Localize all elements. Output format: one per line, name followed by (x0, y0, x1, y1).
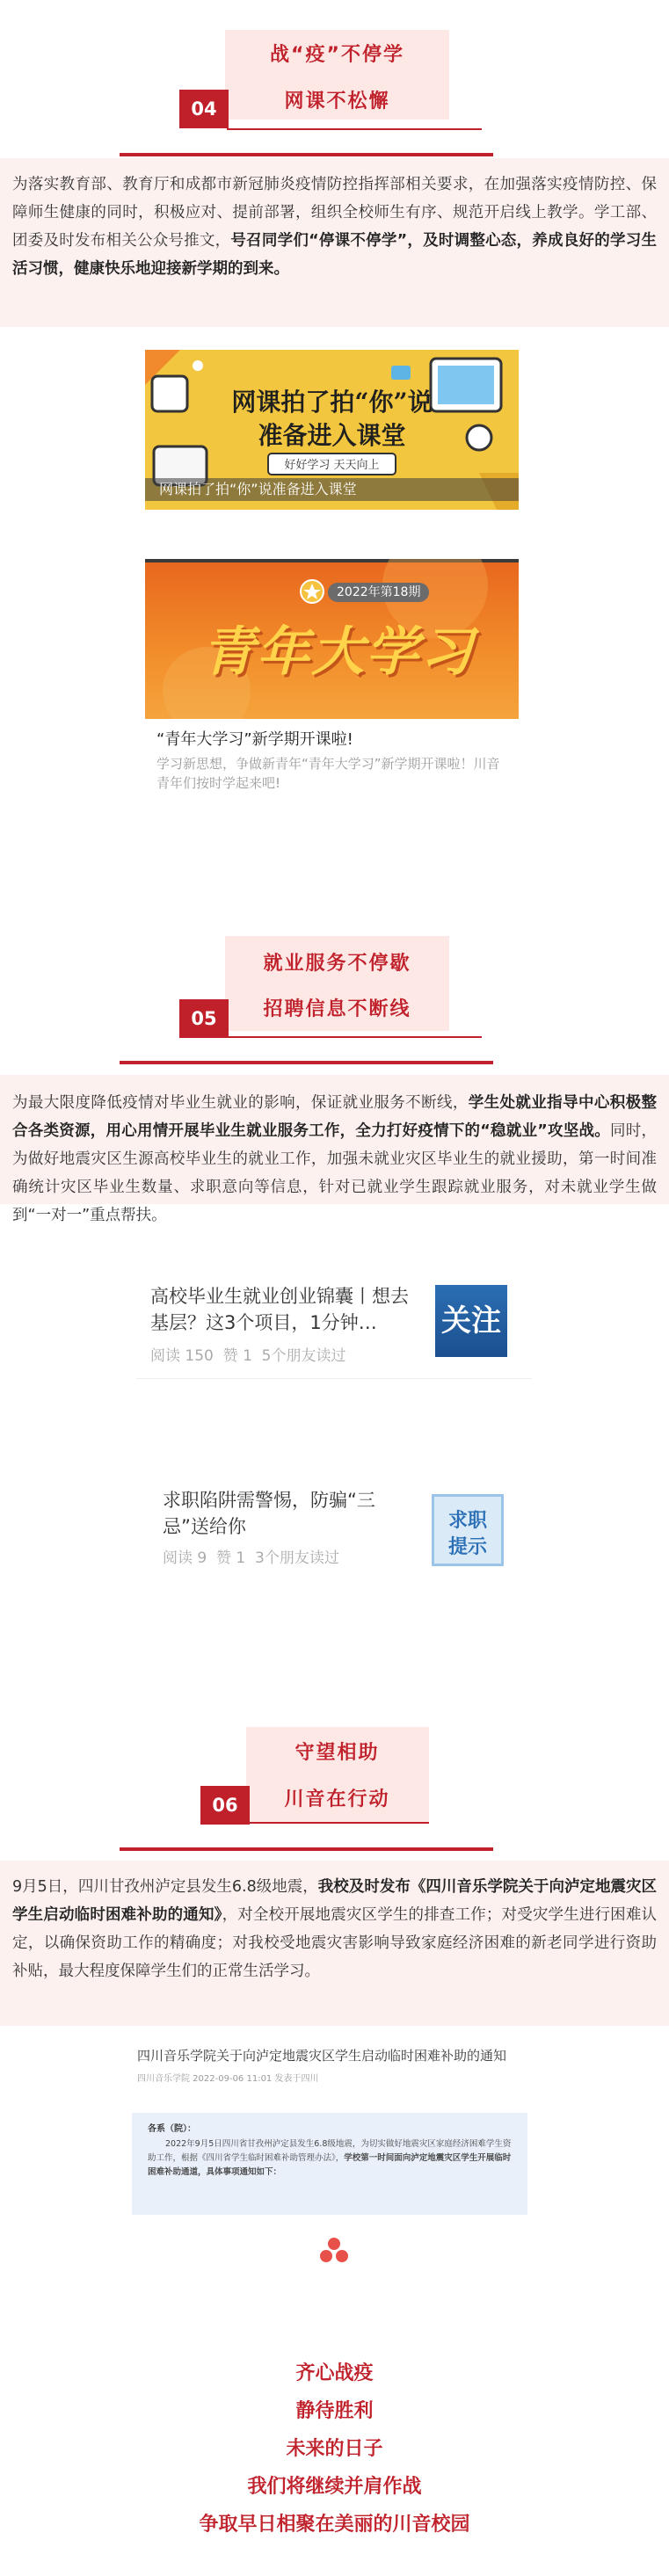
closing-line-3: 未来的日子 (286, 2438, 383, 2460)
notice-article-card[interactable] (132, 2037, 536, 2178)
wangke-caption: 网课拍了拍“你”说准备进入课堂 (145, 478, 519, 501)
notice-article-source: 四川音乐学院 2022-09-06 11:01 发表于四川 (137, 2074, 319, 2084)
section-05-paragraph (0, 1075, 669, 1224)
section-number-badge: 04 (179, 90, 229, 128)
section-title-line2: 招聘信息不断线 (263, 998, 411, 1020)
card-divider (136, 1378, 532, 1379)
section-header-05 (0, 936, 669, 1077)
decorative-dots-icon (316, 2237, 352, 2265)
section-title-line1: 战“疫”不停学 (270, 44, 404, 66)
qingnian-issue-badge: 2022年第18期 (328, 583, 429, 602)
qingnian-article-banner[interactable] (145, 559, 519, 719)
qingnian-article-desc: 学习新思想，争做新青年“青年大学习”新学期开课啦！川音青年们按时学起来吧! (156, 756, 500, 791)
closing-line-4: 我们将继续并肩作战 (247, 2476, 422, 2498)
section-number-badge: 05 (179, 999, 229, 1038)
jiuye-article-title-2: 求职陷阱需警惕，防骗“三忌”送给你 (163, 1490, 375, 1537)
jiuye-article-meta-1: 阅读 150 赞 1 5个朋友读过 (150, 1347, 346, 1365)
paragraph-bold-text: 学生处就业指导中心积极整合各类资源，用心用情开展毕业生就业服务工作，全力打好疫情下的“稳就业”攻坚战。 (12, 1094, 658, 1140)
closing-line-2: 静待胜利 (295, 2400, 374, 2422)
wangke-banner-tag: 好好学习 天天向上 (284, 459, 380, 472)
section-red-bar (120, 1847, 493, 1851)
notice-body-plain: 2022年9月5日四川省甘孜州泸定县发生6.8级地震，为切实做好地震灾区家庭经济困难学生资助工作，根据《四川省学生临时困难补助管理办法》， (148, 2139, 512, 2163)
section-divider (227, 1036, 482, 1038)
jiuye-thumb-2-line1: 求职 (447, 1510, 487, 1532)
section-header-04 (0, 0, 669, 158)
section-06-paragraph (0, 1861, 669, 2026)
section-divider (250, 1822, 429, 1824)
jiuye-article-meta-2: 阅读 9 赞 1 3个朋友读过 (163, 1549, 339, 1567)
paragraph-text: 为落实教育部、教育厅和成都市新冠肺炎疫情防控指挥部相关要求，在加强落实疫情防控、保障师生健康的同时，积极应对、提前部署，组织全校师生有序、规范开启线上教学。学工部、团委及时发布相关公众号推文， (12, 176, 657, 250)
section-red-bar (120, 153, 493, 156)
section-title-line1: 就业服务不停歇 (263, 953, 411, 975)
closing-line-5: 争取早日相聚在美丽的川音校园 (199, 2514, 470, 2536)
wangke-banner-line1: 网课拍了拍“你”说 (231, 388, 433, 417)
notice-article-body (132, 2113, 527, 2215)
section-title-line1: 守望相助 (295, 1742, 380, 1764)
notice-article-title: 四川音乐学院关于向泸定地震灾区学生启动临时困难补助的通知 (137, 2048, 507, 2064)
wangke-article-card[interactable] (145, 350, 519, 510)
section-04-paragraph (0, 158, 669, 327)
notice-body-bold: 学校第一时间面向泸定地震灾区学生开展临时困难补助通道，具体事项通知如下： (148, 2153, 512, 2177)
section-title-line2: 川音在行动 (284, 1789, 390, 1810)
section-red-bar (120, 1061, 493, 1064)
paragraph-text: 9月5日，四川甘孜州泸定县发生6.8级地震， (12, 1878, 318, 1896)
jiuye-thumb-1: 关注 (435, 1285, 507, 1357)
jiuye-thumb-2-line2: 提示 (447, 1536, 487, 1558)
section-divider (227, 128, 482, 130)
paragraph-bold-text: 我校及时发布《四川音乐学院关于向泸定地震灾区学生启动临时困难补助的通知》 (12, 1878, 657, 1924)
paragraph-text-2: ，对全校开展地震灾区学生的排查工作；对受灾学生进行困难认定，以确保资助工作的精确度；对我校受地震灾害影响导致家庭经济困难的新老同学进行资助补贴，最大程度保障学生们的正常生活学习。 (12, 1906, 658, 1980)
notice-salute: 各系（院）： (148, 2124, 196, 2134)
jiuye-article-card-2[interactable] (136, 1450, 532, 1567)
closing-line-1: 齐心战疫 (295, 2362, 374, 2384)
jiuye-article-card-1[interactable] (136, 1266, 532, 1380)
paragraph-bold-text: 号召同学们“停课不停学”，及时调整心态，养成良好的学习生活习惯，健康快乐地迎接新学期的到来。 (12, 232, 657, 278)
jiuye-thumb-2 (432, 1494, 504, 1566)
section-header-06 (0, 1727, 669, 1861)
wangke-banner-line2: 准备进入课堂 (258, 421, 406, 450)
qingnian-logo-text: 青年大学习 (202, 621, 475, 683)
qingnian-article-title[interactable]: “青年大学习”新学期开课啦! (156, 730, 353, 749)
paragraph-text-2: 同时，为做好地震灾区生源高校毕业生的就业工作，加强未就业灾区毕业生的就业援助，第一时间准确统计灾区毕业生数量、求职意向等信息，针对已就业学生跟踪就业服务，对未就业学生做到“一对一”重点帮扶。 (12, 1122, 657, 1224)
jiuye-article-title-1: 高校毕业生就业创业锦囊丨想去基层？这3个项目，1分钟… (150, 1286, 409, 1333)
paragraph-text: 为最大限度降低疫情对毕业生就业的影响，保证就业服务不断线， (12, 1094, 469, 1112)
notice-body-text (148, 2137, 512, 2180)
section-number-badge: 06 (200, 1786, 250, 1825)
section-title-line2: 网课不松懈 (284, 91, 390, 112)
